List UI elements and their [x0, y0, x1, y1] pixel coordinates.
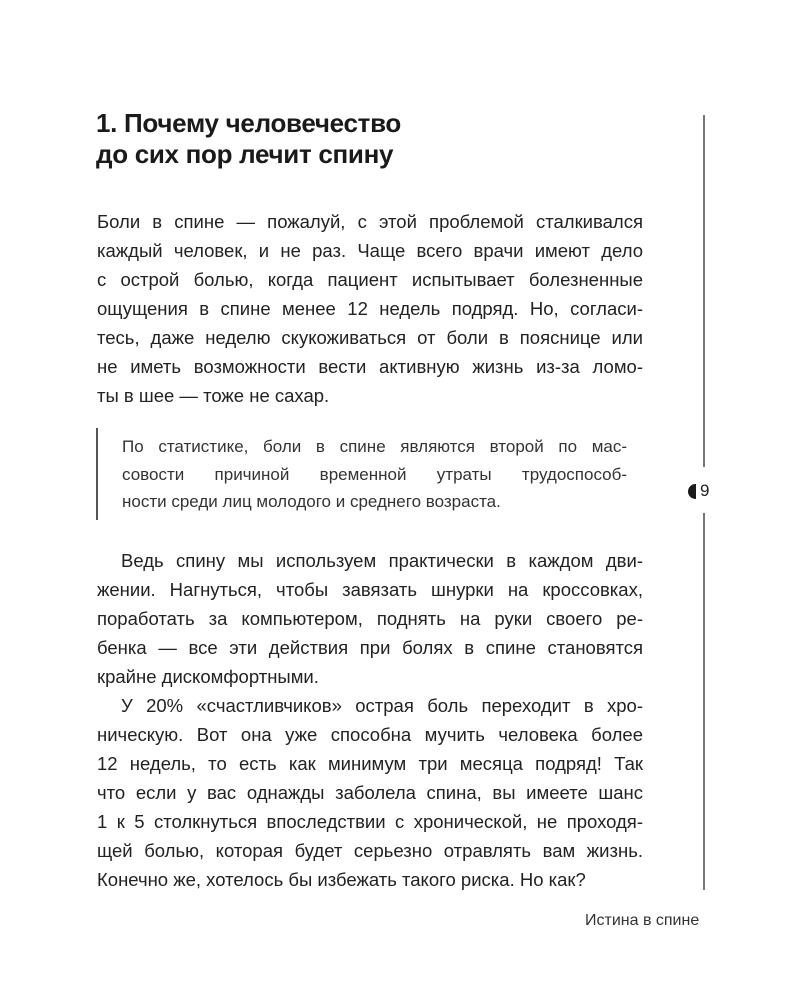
running-footer: Истина в спине: [585, 912, 700, 929]
text-line: Ведь спину мы используем практически в каждом дви-: [121, 550, 643, 571]
quote-line: По статистике, боли в спине являются второй по мас-: [122, 437, 627, 456]
text-line: не иметь возможности вести активную жизнь из-за ломо-: [97, 356, 643, 377]
text-line: бенка — все эти действия при болях в спине становятся: [97, 637, 643, 658]
text-line: жении. Нагнуться, чтобы завязать шнурки на кроссовках,: [97, 579, 643, 600]
half-circle-icon: [688, 484, 696, 499]
text-line: тесь, даже неделю скукоживаться от боли в пояснице или: [97, 327, 643, 348]
text-line: Конечно же, хотелось бы избежать такого риска. Но как?: [97, 869, 586, 890]
text-line: ты в шее — тоже не сахар.: [97, 385, 330, 406]
page-number: 9: [700, 481, 710, 500]
text-line: 1 к 5 столкнуться впоследствии с хронической, не проходя-: [97, 811, 643, 832]
chapter-title: [96, 108, 401, 170]
paragraph-intro: [97, 207, 643, 410]
text-line: ощущения в спине менее 12 недель подряд. Но, согласи-: [97, 298, 643, 319]
title-line: 1. Почему человечество: [96, 108, 402, 138]
text-line: У 20% «счастливчиков» острая боль переходит в хро-: [121, 695, 643, 716]
text-line: 12 недель, то есть как минимум три месяца подряд! Так: [97, 753, 643, 774]
quote-bar: [96, 428, 98, 520]
paragraph-body: [97, 546, 643, 894]
text-line: крайне дискомфортными.: [97, 666, 319, 687]
quote-line: совости причиной временной утраты трудоспособ-: [122, 464, 627, 484]
text-line: каждый человек, и не раз. Чаще всего врачи имеют дело: [97, 240, 643, 261]
text-line: ническую. Вот она уже способна мучить человека более: [97, 724, 643, 745]
quote-line: ности среди лиц молодого и среднего возраста.: [122, 492, 501, 511]
text-line: щей болью, которая будет серьезно отравлять вам жизнь.: [97, 840, 643, 861]
title-line: до сих пор лечит спину: [96, 139, 394, 169]
text-line: с острой болью, когда пациент испытывает болезненные: [97, 269, 643, 290]
margin-rule-top: [703, 115, 705, 467]
margin-rule-bottom: [703, 513, 705, 890]
text-line: Боли в спине — пожалуй, с этой проблемой сталкивался: [97, 211, 643, 232]
pull-quote: [122, 433, 627, 516]
text-line: что если у вас однажды заболела спина, вы имеете шанс: [97, 782, 643, 803]
text-line: поработать за компьютером, поднять на руки своего ре-: [97, 608, 643, 629]
